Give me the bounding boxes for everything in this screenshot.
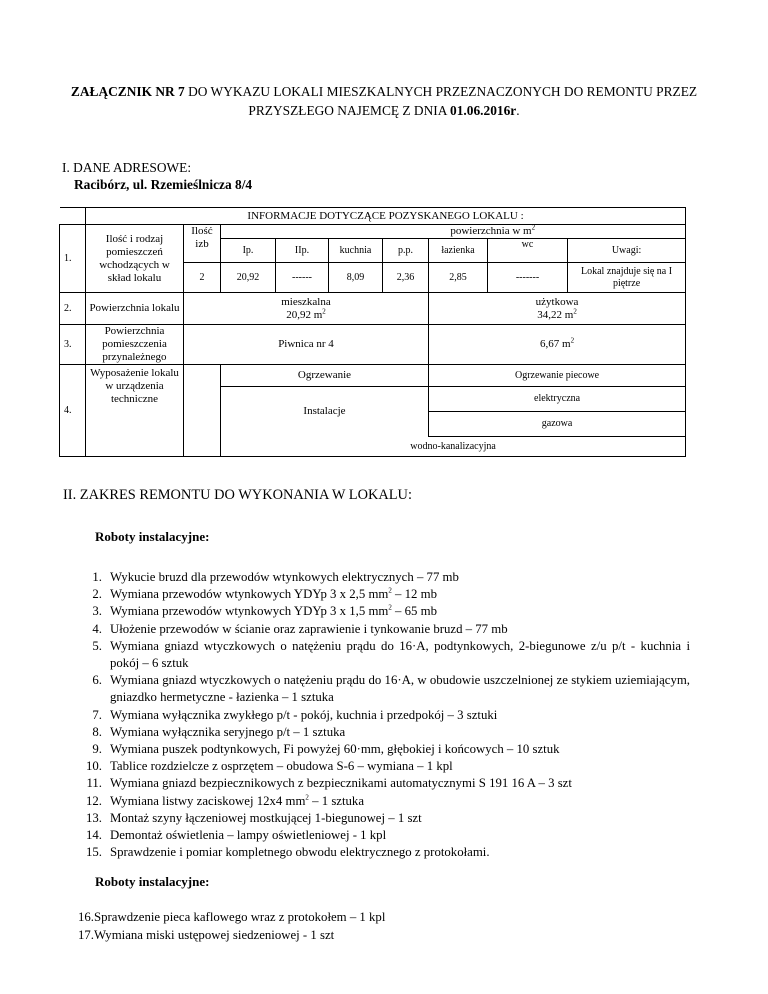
title-bold: ZAŁĄCZNIK NR 7 [70, 84, 185, 99]
rooms-label: Ilość izb [184, 225, 221, 263]
col-lazienka: łazienka [429, 239, 488, 263]
list-item: 15. Sprawdzenie i pomiar kompletnego obwodu elektrycznego z protokołami. [86, 845, 490, 860]
list-item: 4. Ułożenie przewodów w ścianie oraz zaprawienie i tynkowanie bruzd – 77 mb [92, 621, 508, 636]
val-wc: ------- [488, 263, 568, 293]
list-item: 10. Tablice rozdzielcze z osprzętem – obudowa S-6 – wymiana – 1 kpl [86, 759, 453, 774]
uzytkowa-cell: użytkowa 34,22 $m^2$ [429, 293, 686, 325]
ogrzewanie-value: Ogrzewanie piecowe [429, 365, 686, 387]
list-item: 8. Wymiana wyłącznika seryjnego p/t – 1 sztuka [92, 724, 346, 739]
section2-heading: II. ZAKRES REMONTU DO WYKONANIA W LOKALU: [63, 487, 412, 503]
list-item: 7. Wymiana wyłącznika zwykłego p/t - pokój, kuchnia i przedpokój – 3 sztuki [92, 707, 498, 722]
repair-list [62, 569, 690, 861]
row4-label: Wyposażenie lokalu w urządzenia techniczne [86, 365, 184, 457]
title-end: . [516, 103, 520, 118]
list-item: 17.Wymiana miski ustępowej siedzeniowej - 1 szt [78, 927, 335, 942]
list-item: 6. Wymiana gniazd wtyczkowych o natężeniu prądu do 16·A, w obudowie uszczelnionej ze stykiem uziemiającym, gniazdko hermetyczne - łazienka – 1 sztuka [92, 673, 690, 705]
subheading-roboty-2: Roboty instalacyjne: [95, 874, 210, 889]
val-iip: ------ [276, 263, 329, 293]
premises-table [59, 207, 686, 457]
val-pp: 2,36 [383, 263, 429, 293]
area-header: powierzchnia w $m^2$ [221, 225, 686, 239]
mieszkalna-cell: mieszkalna 20,92 $m^2$ [184, 293, 429, 325]
row1-label: Ilość i rodzaj pomieszczeń wchodzących w skład lokalu [86, 225, 184, 293]
list-item: 14. Demontaż oświetlenia – lampy oświetleniowej - 1 kpl [86, 828, 387, 843]
list-item: 11. Wymiana gniazd bezpiecznikowych z bezpiecznikami automatycznymi S 191 16 A – 3 szt [86, 776, 572, 791]
rooms-value: 2 [184, 263, 221, 293]
val-kuchnia: 8,09 [329, 263, 383, 293]
row2-num: 2. [60, 293, 86, 325]
instalacje-label: Instalacje [221, 387, 429, 437]
col-iip: IIp. [276, 239, 329, 263]
list-item: 12. Wymiana listwy zaciskowej 12x4 $mm^2 - 1$ sztuka [86, 793, 365, 808]
document-title [60, 82, 708, 120]
row4-num: 4. [60, 365, 86, 457]
inst-gazowa: gazowa [429, 412, 686, 437]
row1-num: 1. [60, 225, 86, 293]
list-item: 16.Sprawdzenie pieca kaflowego wraz z protokołem – 1 kpl [78, 910, 386, 924]
row3-label: Powierzchnia pomieszczenia przynależnego [86, 325, 184, 365]
repair-list-2 [78, 909, 385, 944]
list-item: 3. Wymiana przewodów wtynkowych YDYp 3 x 1,5 $mm^2 - 65$ mb [92, 604, 438, 619]
title-text: DO WYKAZU LOKALI MIESZKALNYCH PRZEZNACZONYCH DO REMONTU PRZEZ PRZYSZŁEGO NAJEMCĘ Z DNIA [184, 84, 698, 118]
col-kuchnia: kuchnia [329, 239, 383, 263]
section1-heading: I. DANE ADRESOWE: [62, 160, 192, 175]
row2-label: Powierzchnia lokalu [86, 293, 184, 325]
address: Racibórz, ul. Rzemieślnicza 8/4 [74, 177, 253, 192]
val-lazienka: 2,85 [429, 263, 488, 293]
list-item: 13. Montaż szyny łączeniowej mostkującej 1-biegunowej – 1 szt [86, 810, 422, 825]
title-date: 01.06.2016r [450, 103, 517, 118]
row3-num: 3. [60, 325, 86, 365]
list-item: 2. Wymiana przewodów wtynkowych YDYp 3 x 2,5 $mm^2 - 12$ mb [92, 586, 438, 602]
inst-elektryczna: elektryczna [429, 387, 686, 412]
col-wc: wc [488, 239, 568, 263]
col-pp: p.p. [383, 239, 429, 263]
list-item: 1. Wykucie bruzd dla przewodów wtynkowych elektrycznych – 77 mb [92, 570, 459, 584]
piwnica-value: 6,67 $m^2$ [429, 325, 686, 365]
piwnica-label: Piwnica nr 4 [184, 325, 429, 365]
val-uwagi: Lokal znajduje się na I piętrze [568, 263, 686, 293]
info-header: INFORMACJE DOTYCZĄCE POZYSKANEGO LOKALU : [86, 208, 686, 225]
col-ip: Ip. [221, 239, 276, 263]
inst-wodno-kanalizacyjna: wodno-kanalizacyjna [221, 437, 686, 457]
col-uwagi: Uwagi: [568, 239, 686, 263]
section-address [62, 159, 252, 193]
val-ip: 20,92 [221, 263, 276, 293]
list-item: 9. Wymiana puszek podtynkowych, Fi powyżej 60·mm, głębokiej i końcowych – 10 sztuk [92, 742, 560, 757]
subheading-roboty-1: Roboty instalacyjne: [95, 529, 210, 544]
ogrzewanie-label: Ogrzewanie [221, 365, 429, 387]
list-item: 5. Wymiana gniazd wtyczkowych o natężeniu prądu do 16·A, podtynkowych, 2-biegunowe z/u p/t - kuchnia i pokój – 6 sztuk [92, 638, 690, 671]
